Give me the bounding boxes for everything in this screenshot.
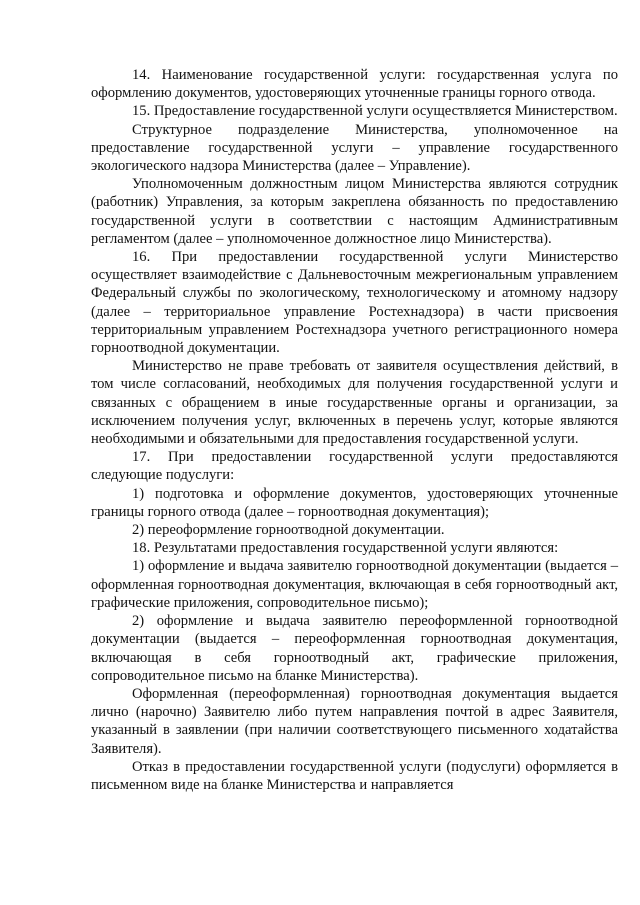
paragraph-ministry-restriction: Министерство не праве требовать от заявителя осуществления действий, в том числе согласований, необходимых для получения государственной услуги и связанных с обращением в иные государственные органы и организации, за исключением получения услуг, включенных в перечень услуг, которые являются необходимыми и обязательными для предоставления государственной услуги.: [91, 358, 618, 448]
paragraph-authorized-official: Уполномоченным должностным лицом Министерства являются сотрудник (работник) Управления, за которым закреплена обязанность по предоставлению государственной услуги в соответствии с настоящим Административным регламентом (далее – уполномоченное должностное лицо Министерства).: [91, 176, 618, 247]
list-item-result-2: 2) оформление и выдача заявителю переоформленной горноотводной документации (выдается – переоформленная горноотводная документация, включающая в себя горноотводный акт, графические приложения, сопроводительное письмо на бланке Министерства).: [91, 613, 618, 684]
paragraph-18: 18. Результатами предоставления государственной услуги являются:: [132, 540, 559, 557]
list-item-subservice-2: 2) переоформление горноотводной документации.: [132, 522, 445, 539]
paragraph-14: 14. Наименование государственной услуги: государственная услуга по оформлению документов, удостоверяющих уточненные границы горного отвода.: [91, 67, 618, 102]
paragraph-refusal: Отказ в предоставлении государственной услуги (подуслуги) оформляется в письменном виде на бланке Министерства и направляется: [91, 758, 618, 793]
list-item-result-1: 1) оформление и выдача заявителю горноотводной документации (выдается – оформленная горноотводная документация, включающая в себя горноотводный акт, графические приложения, сопроводительное письмо);: [91, 558, 618, 611]
paragraph-structural-unit: Структурное подразделение Министерства, уполномоченное на предоставление государственной услуги – управление государственного экологического надзора Министерства (далее – Управление).: [91, 121, 618, 175]
list-item-subservice-1: 1) подготовка и оформление документов, удостоверяющих уточненные границы горного отвода (далее – горноотводная документация);: [91, 485, 618, 520]
paragraph-delivery: Оформленная (переоформленная) горноотводная документация выдается лично (нарочно) Заявителю либо путем направления почтой в адрес Заявителя, указанный в заявлении (при наличии соответствующего письменного ходатайства Заявителя).: [91, 685, 618, 757]
document-body: [91, 66, 618, 794]
paragraph-16: 16. При предоставлении государственной услуги Министерство осуществляет взаимодействие с Дальневосточным межрегиональным управлением Федеральный службы по экологическому, технологическому и атомному надзору (далее – территориальное управление Ростехнадзора) в части присвоения территориальным управлением Ростехнадзора учетного регистрационного номера горноотводной документации.: [91, 249, 618, 357]
paragraph-15: 15. Предоставление государственной услуги осуществляется Министерством.: [132, 103, 618, 120]
paragraph-17: 17. При предоставлении государственной услуги предоставляются следующие подуслуги:: [91, 449, 618, 484]
